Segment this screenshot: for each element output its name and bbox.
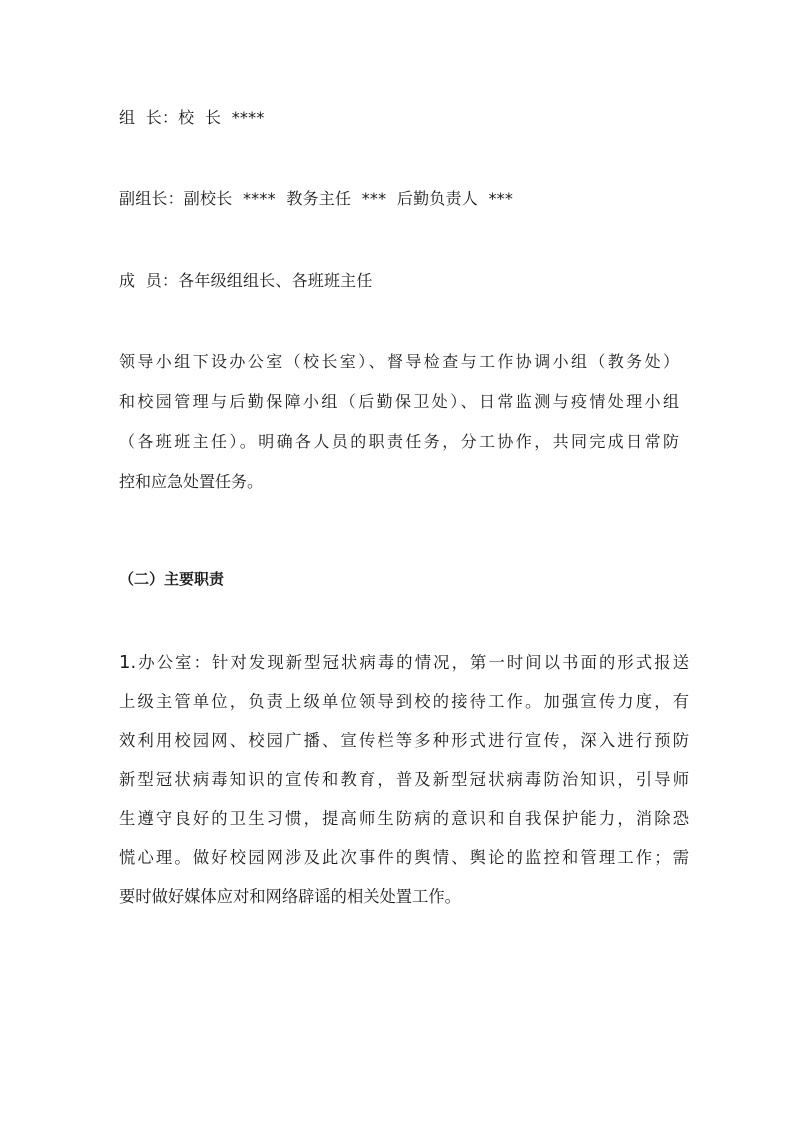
paragraph-line: 效利用校园网、校园广播、宣传栏等多种形式进行宣传，深入进行预防 [119, 731, 689, 750]
office-paragraph [119, 342, 679, 502]
paragraph-line: 和校园管理与后勤保障小组（后勤保卫处）、日常监测与疫情处理小组 [119, 392, 679, 411]
paragraph-line: 生遵守良好的卫生习惯，提高师生防病的意识和自我保护能力，消除恐 [119, 809, 689, 828]
deputy-leader-line: 副组长：副校长 **** 教务主任 *** 后勤负责人 *** [119, 189, 514, 208]
paragraph-line: 控和应急处置任务。 [119, 472, 264, 491]
leader-line: 组 长：校 长 **** [119, 108, 265, 127]
paragraph-line: 要时做好媒体应对和网络辟谣的相关处置工作。 [119, 887, 461, 906]
item-number: 1. [119, 652, 137, 673]
paragraph-line [119, 643, 689, 682]
paragraph-line: （各班班主任）。明确各人员的职责任务，分工协作，共同完成日常防 [119, 432, 679, 451]
paragraph-line-text: 办公室：针对发现新型冠状病毒的情况，第一时间以书面的形式报送 [136, 653, 689, 672]
paragraph-line: 慌心理。做好校园网涉及此次事件的舆情、舆论的监控和管理工作；需 [119, 848, 689, 867]
section-heading: （二）主要职责 [119, 570, 225, 588]
paragraph-line: 新型冠状病毒知识的宣传和教育，普及新型冠状病毒防治知识，引导师 [119, 770, 689, 789]
members-line: 成 员：各年级组组长、各班班主任 [119, 271, 373, 290]
paragraph-line: 上级主管单位，负责上级单位领导到校的接待工作。加强宣传力度，有 [119, 692, 689, 711]
paragraph-line: 领导小组下设办公室（校长室）、督导检查与工作协调小组（教务处） [119, 352, 679, 371]
duty-paragraph [119, 643, 689, 916]
